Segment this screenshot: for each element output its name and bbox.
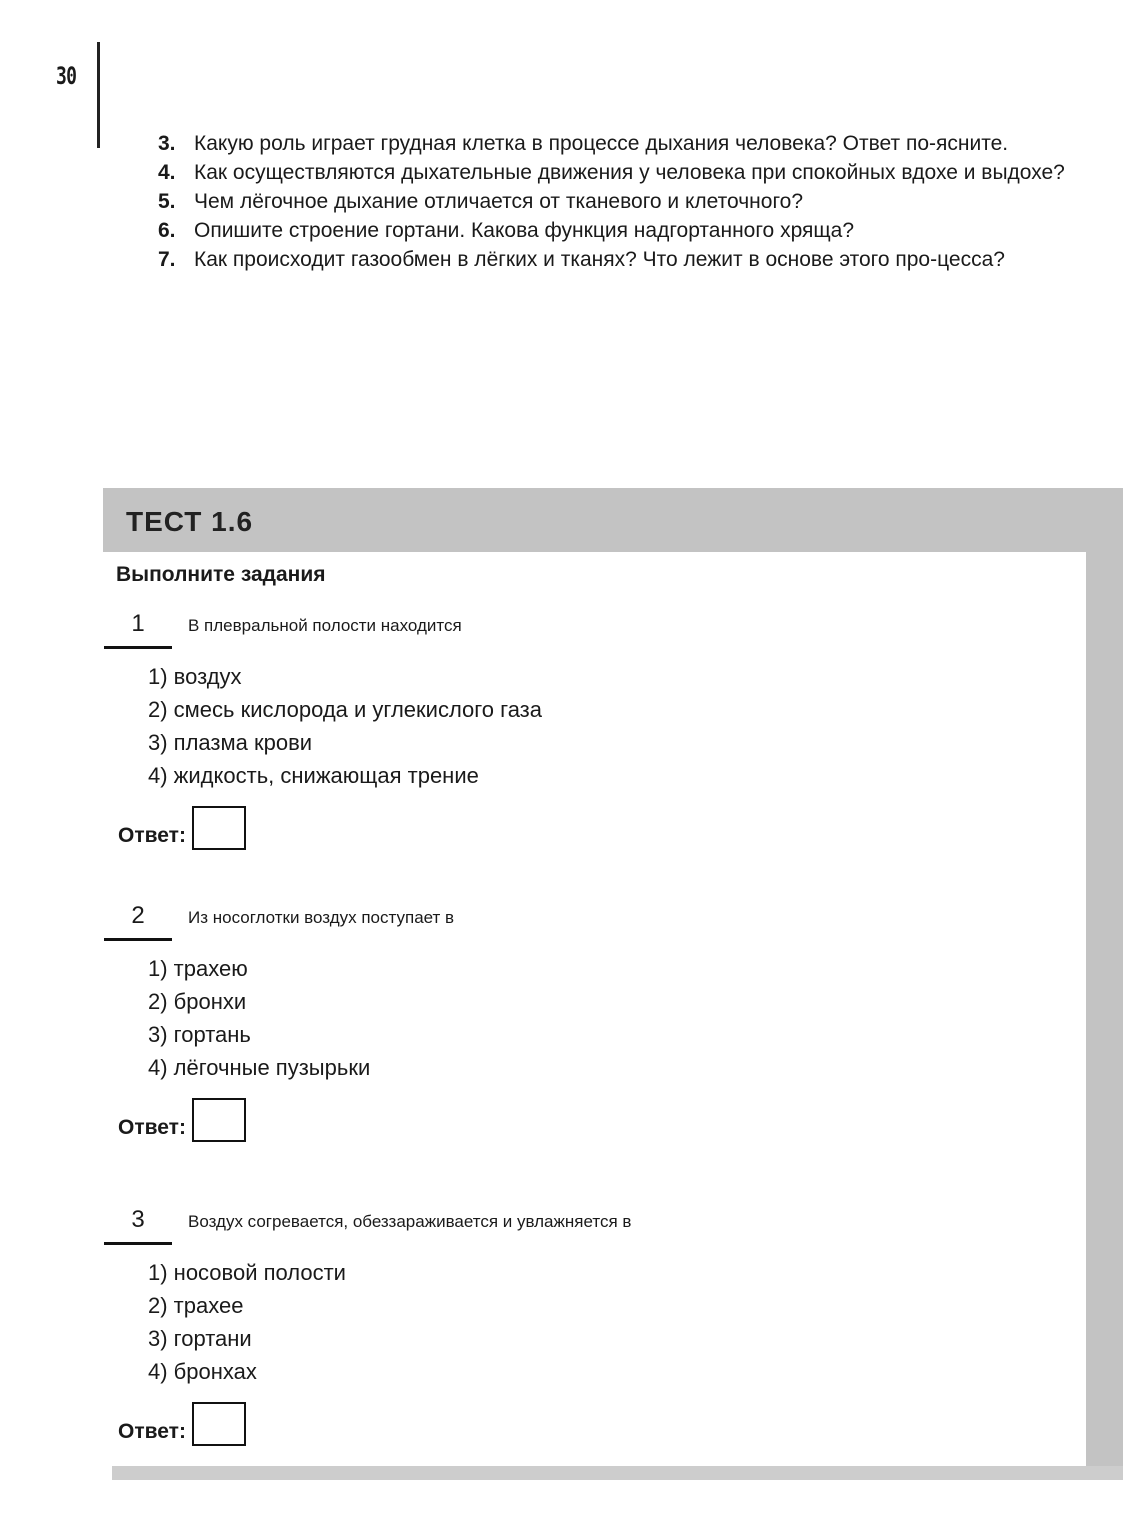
task-number: 1 — [131, 610, 145, 637]
question-number: 5. — [158, 190, 176, 213]
answer-option[interactable]: 2) бронхи — [148, 989, 247, 1014]
answer-option[interactable]: 4) бронхах — [148, 1359, 257, 1384]
answer-label: Ответ: — [118, 1116, 186, 1139]
question-item — [158, 159, 1088, 186]
question-item — [158, 246, 1088, 273]
option-list — [148, 952, 370, 1084]
answer-option[interactable]: 2) смесь кислорода и углекислого газа — [148, 697, 543, 722]
test-instruction: Выполните задания — [116, 563, 326, 586]
task-stem: Воздух согревается, обеззараживается и увлажняется в — [188, 1212, 632, 1231]
answer-option[interactable]: 4) жидкость, снижающая трение — [148, 763, 479, 788]
question-number: 4. — [158, 161, 176, 184]
option-list — [148, 660, 542, 792]
answer-option[interactable]: 1) воздух — [148, 664, 242, 689]
question-item — [158, 217, 1088, 244]
question-number: 3. — [158, 132, 176, 155]
question-text: Чем лёгочное дыхание отличается от тканевого и клеточного? — [194, 190, 804, 213]
answer-box[interactable] — [192, 1098, 246, 1142]
answer-option[interactable]: 1) трахею — [148, 956, 248, 981]
answer-label: Ответ: — [118, 824, 186, 847]
test-bottom-band — [112, 1466, 1123, 1480]
answer-option[interactable]: 4) лёгочные пузырьки — [148, 1055, 371, 1080]
task-number-underline — [104, 938, 172, 941]
answer-row — [118, 1098, 246, 1142]
question-number: 7. — [158, 248, 176, 271]
page-number: 30 — [56, 62, 77, 90]
question-list — [158, 130, 1088, 275]
test-title: ТЕСТ 1.6 — [126, 506, 254, 537]
question-text: Какую роль играет грудная клетка в процессе дыхания человека? Ответ по-ясните. — [194, 132, 1009, 155]
question-item — [158, 130, 1088, 157]
answer-label: Ответ: — [118, 1420, 186, 1443]
task-number: 2 — [131, 902, 145, 929]
margin-rule — [97, 42, 100, 148]
answer-option[interactable]: 2) трахее — [148, 1293, 244, 1318]
option-list — [148, 1256, 346, 1388]
task-number: 3 — [131, 1206, 145, 1233]
answer-option[interactable]: 3) плазма крови — [148, 730, 313, 755]
question-item — [158, 188, 1088, 215]
question-text: Опишите строение гортани. Какова функция надгортанного хряща? — [194, 219, 855, 242]
task-stem: В плевральной полости находится — [188, 616, 462, 635]
answer-box[interactable] — [192, 1402, 246, 1446]
answer-box[interactable] — [192, 806, 246, 850]
question-number: 6. — [158, 219, 176, 242]
task-stem: Из носоглотки воздух поступает в — [188, 908, 455, 927]
answer-option[interactable]: 1) носовой полости — [148, 1260, 346, 1285]
test-header-band — [103, 488, 1123, 552]
question-text: Как происходит газообмен в лёгких и тканях? Что лежит в основе этого про-цесса? — [194, 248, 1005, 271]
question-text: Как осуществляются дыхательные движения у человека при спокойных вдохе и выдохе? — [194, 161, 1065, 184]
answer-option[interactable]: 3) гортани — [148, 1326, 252, 1351]
task-number-underline — [104, 1242, 172, 1245]
answer-option[interactable]: 3) гортань — [148, 1022, 251, 1047]
test-side-band — [1086, 540, 1123, 1470]
answer-row — [118, 1402, 246, 1446]
answer-row — [118, 806, 246, 850]
task-number-underline — [104, 646, 172, 649]
